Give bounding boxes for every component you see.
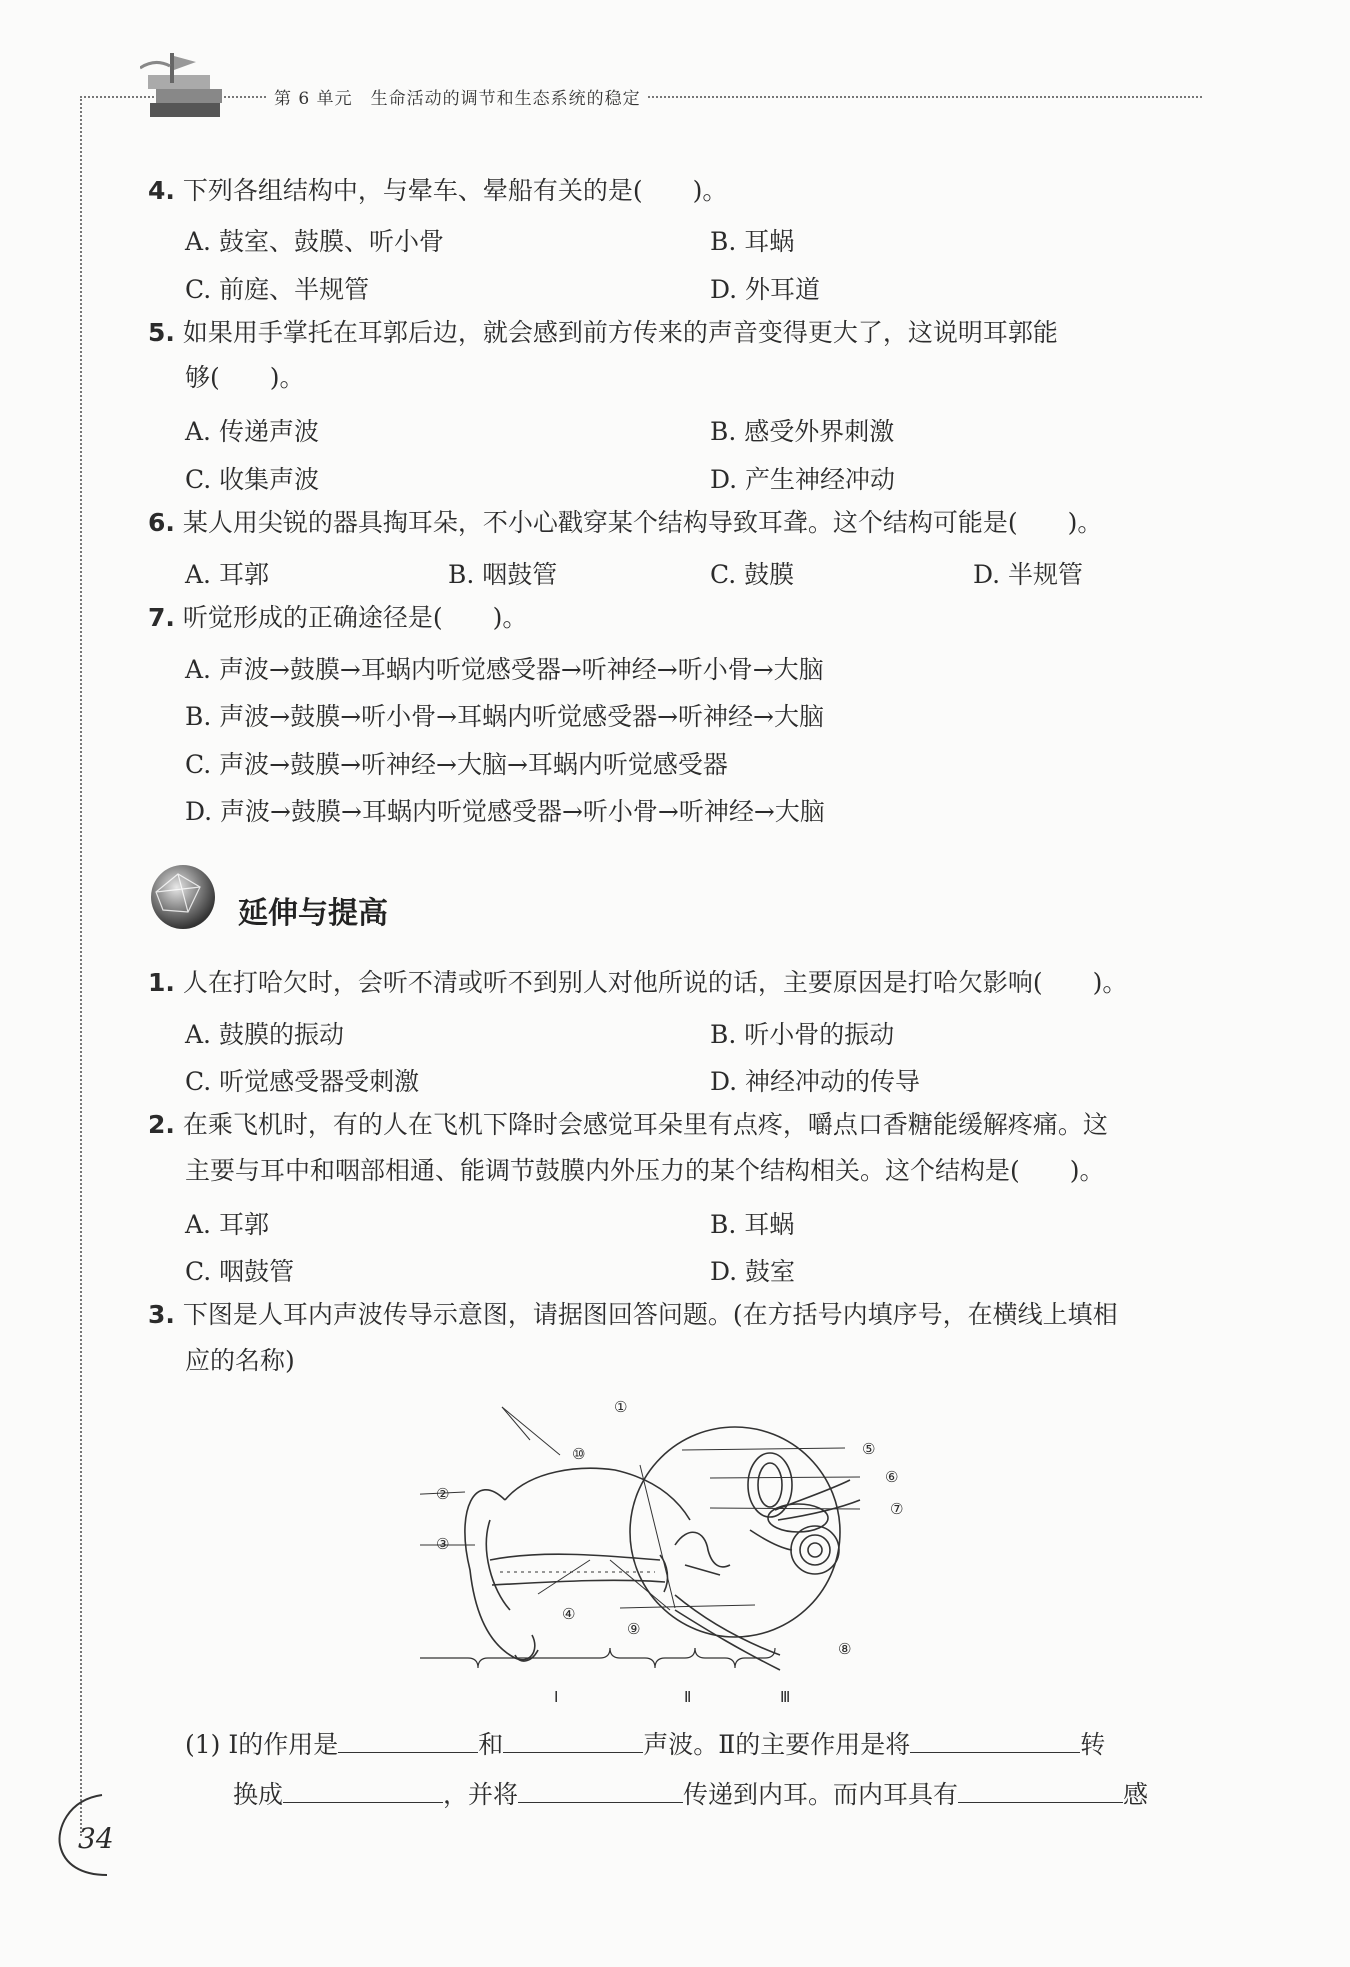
- question-6: 6. 某人用尖锐的器具掏耳朵，不小心戳穿某个结构导致耳聋。这个结构可能是( )。: [148, 508, 1103, 537]
- fig-label-10: ⑩: [572, 1445, 586, 1463]
- section-title: 延伸与提高: [238, 896, 388, 931]
- ext-question-3-cont: 应的名称): [185, 1346, 295, 1375]
- ext-option-2b[interactable]: B. 耳蜗: [710, 1210, 795, 1239]
- answer-blank[interactable]: [338, 1730, 478, 1753]
- option-4b[interactable]: B. 耳蜗: [710, 227, 795, 256]
- ext-option-2c[interactable]: C. 咽鼓管: [185, 1257, 295, 1286]
- option-4d[interactable]: D. 外耳道: [710, 275, 821, 304]
- ext-question-3: 3. 下图是人耳内声波传导示意图，请据图回答问题。(在方括号内填序号，在横线上填相: [148, 1300, 1118, 1329]
- left-dotted-margin: [80, 96, 82, 1836]
- books-logo-icon: [140, 48, 240, 138]
- fig-label-8: ⑧: [838, 1640, 852, 1658]
- section-label-II: Ⅱ: [684, 1688, 692, 1706]
- fig-label-2: ②: [436, 1485, 450, 1503]
- option-4a[interactable]: A. 鼓室、鼓膜、听小骨: [185, 227, 444, 256]
- option-7d[interactable]: D. 声波→鼓膜→耳蜗内听觉感受器→听小骨→听神经→大脑: [185, 797, 825, 826]
- answer-blank[interactable]: [283, 1780, 443, 1803]
- section-label-I: Ⅰ: [554, 1688, 559, 1706]
- ext-question-1: 1. 人在打哈欠时，会听不清或听不到别人对他所说的话，主要原因是打哈欠影响( )。: [148, 968, 1128, 997]
- question-7: 7. 听觉形成的正确途径是( )。: [148, 603, 528, 632]
- fig-label-5: ⑤: [862, 1440, 876, 1458]
- option-4c[interactable]: C. 前庭、半规管: [185, 275, 370, 304]
- answer-blank[interactable]: [958, 1780, 1123, 1803]
- option-7c[interactable]: C. 声波→鼓膜→听神经→大脑→耳蜗内听觉感受器: [185, 750, 728, 779]
- question-5: 5. 如果用手掌托在耳郭后边，就会感到前方传来的声音变得更大了，这说明耳郭能: [148, 318, 1058, 347]
- ext-question-2-cont: 主要与耳中和咽部相通、能调节鼓膜内外压力的某个结构相关。这个结构是( )。: [185, 1156, 1105, 1185]
- globe-icon: [148, 862, 218, 932]
- ext-option-2a[interactable]: A. 耳郭: [185, 1210, 269, 1239]
- answer-blank[interactable]: [910, 1730, 1080, 1753]
- header-unit-title: 第 6 单元 生命活动的调节和生态系统的稳定: [268, 84, 647, 109]
- ext-option-1a[interactable]: A. 鼓膜的振动: [185, 1020, 344, 1049]
- ext-option-1b[interactable]: B. 听小骨的振动: [710, 1020, 895, 1049]
- option-5b[interactable]: B. 感受外界刺激: [710, 417, 895, 446]
- option-5c[interactable]: C. 收集声波: [185, 465, 320, 494]
- ext-option-1c[interactable]: C. 听觉感受器受刺激: [185, 1067, 420, 1096]
- ext-option-2d[interactable]: D. 鼓室: [710, 1257, 796, 1286]
- option-5d[interactable]: D. 产生神经冲动: [710, 465, 896, 494]
- ext-option-1d[interactable]: D. 神经冲动的传导: [710, 1067, 921, 1096]
- ext-question-2: 2. 在乘飞机时，有的人在飞机下降时会感觉耳朵里有点疼，嚼点口香糖能缓解疼痛。这: [148, 1110, 1108, 1139]
- fig-label-9: ⑨: [627, 1620, 641, 1638]
- sub-question-line-1: (1) Ⅰ的作用是 和 声波。Ⅱ的主要作用是将 转: [185, 1730, 1106, 1759]
- option-6d[interactable]: D. 半规管: [973, 560, 1084, 589]
- option-5a[interactable]: A. 传递声波: [185, 417, 319, 446]
- question-4: 4. 下列各组结构中，与晕车、晕船有关的是( )。: [148, 176, 728, 205]
- fig-label-7: ⑦: [890, 1500, 904, 1518]
- fig-label-3: ③: [436, 1535, 450, 1553]
- question-5-cont: 够( )。: [185, 363, 305, 392]
- option-7a[interactable]: A. 声波→鼓膜→耳蜗内听觉感受器→听神经→听小骨→大脑: [185, 655, 824, 684]
- sub-question-line-2: 换成 ，并将 传递到内耳。而内耳具有 感: [233, 1780, 1149, 1809]
- option-7b[interactable]: B. 声波→鼓膜→听小骨→耳蜗内听觉感受器→听神经→大脑: [185, 702, 825, 731]
- page-number: 34: [78, 1822, 114, 1855]
- fig-label-1: ①: [614, 1398, 628, 1416]
- fig-label-4: ④: [562, 1605, 576, 1623]
- answer-blank[interactable]: [518, 1780, 683, 1803]
- option-6a[interactable]: A. 耳郭: [185, 560, 269, 589]
- answer-blank[interactable]: [503, 1730, 643, 1753]
- option-6c[interactable]: C. 鼓膜: [710, 560, 795, 589]
- fig-label-6: ⑥: [885, 1468, 899, 1486]
- section-label-III: Ⅲ: [780, 1688, 791, 1706]
- option-6b[interactable]: B. 咽鼓管: [448, 560, 558, 589]
